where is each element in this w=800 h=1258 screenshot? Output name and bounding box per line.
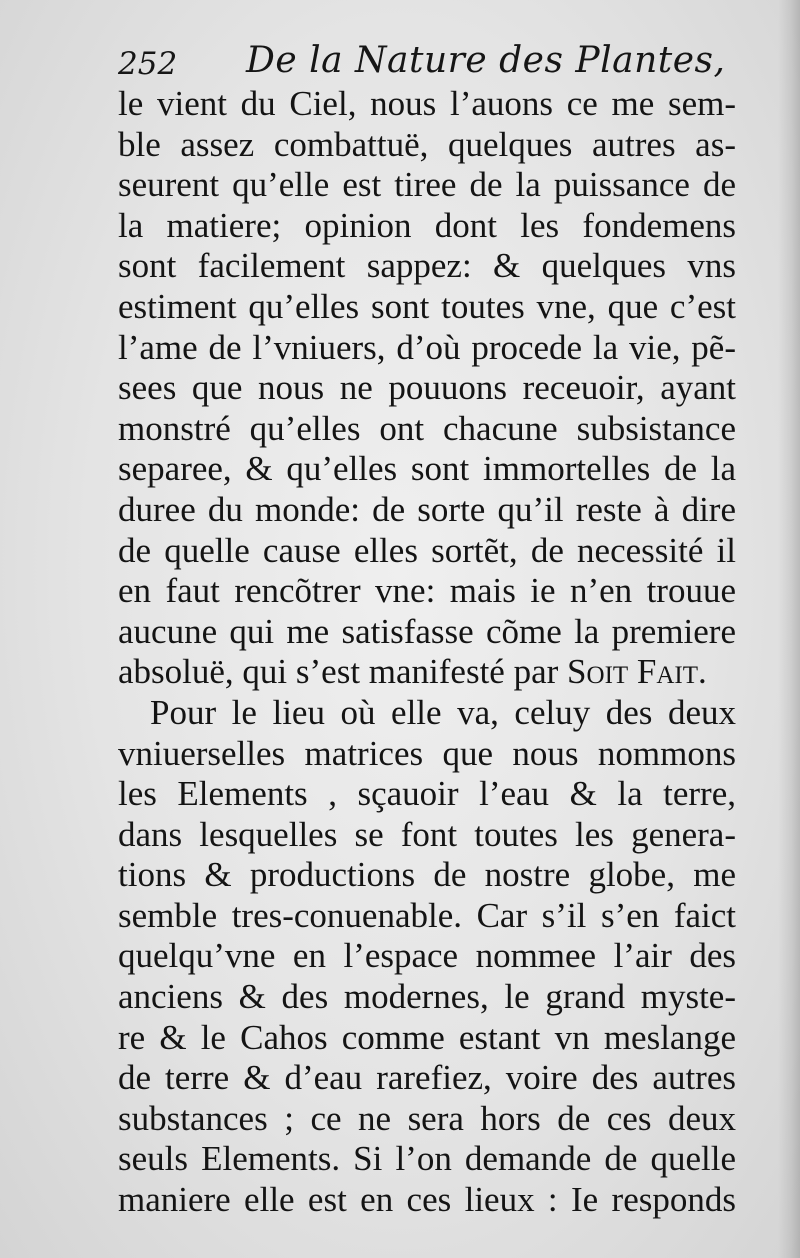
text-line: de quelle cause elles sortẽt, de necessité il <box>118 530 736 570</box>
text-line: les Elements , sçauoir l’eau & la terre, <box>118 774 736 814</box>
text-line: dans lesquelles se font toutes les genera- <box>118 814 736 854</box>
text-line: seuls Elements. Si l’on demande de quelle <box>118 1139 736 1179</box>
text-line: semble tres-conuenable. Car s’il s’en faict <box>118 895 736 935</box>
text-line: maniere elle est en ces lieux : Ie responds <box>118 1180 736 1220</box>
text-line: ble assez combattuë, quelques autres as- <box>118 124 736 164</box>
text-line: aucune qui me satisfasse cõme la premiere <box>118 611 736 651</box>
page-edge-shadow <box>778 0 800 1258</box>
text-line: sont facilement sappez: & quelques vns <box>118 246 736 286</box>
text-line: sees que nous ne pouuons receuoir, ayant <box>118 368 736 408</box>
page-header <box>118 38 726 88</box>
text-line: monstré qu’elles ont chacune subsistance <box>118 408 736 448</box>
running-title: De la Nature des Plantes, <box>246 40 726 81</box>
body-text <box>118 84 736 1221</box>
text-line: substances ; ce ne sera hors de ces deux <box>118 1098 736 1138</box>
text-line: estiment qu’elles sont toutes vne, que c’est <box>118 286 736 326</box>
text-line: seurent qu’elle est tiree de la puissance de <box>118 165 736 205</box>
text-line: le vient du Ciel, nous l’auons ce me sem- <box>118 84 736 123</box>
page-number: 252 <box>118 46 178 82</box>
text-line: quelqu’vne en l’espace nommee l’air des <box>118 936 736 976</box>
text-line: la matiere; opinion dont les fondemens <box>118 205 736 245</box>
text-line: anciens & des modernes, le grand myste- <box>118 977 736 1017</box>
text-line: l’ame de l’vniuers, d’où procede la vie, pẽ- <box>118 327 736 367</box>
text-line: separee, & qu’elles sont immortelles de la <box>118 449 736 489</box>
text-line: de terre & d’eau rarefiez, voire des autres <box>118 1058 736 1098</box>
text-line: tions & productions de nostre globe, me <box>118 855 736 895</box>
text-line: en faut rencõtrer vne: mais ie n’en trouue <box>118 571 736 611</box>
text-line-last <box>118 652 736 693</box>
text-line: re & le Cahos comme estant vn meslange <box>118 1017 736 1057</box>
text-line: duree du monde: de sorte qu’il reste à dire <box>118 489 736 529</box>
text-line: vniuerselles matrices que nous nommons <box>118 733 736 773</box>
text-fragment: absoluë, qui s’est manifesté par <box>118 652 559 692</box>
smallcaps-phrase: Soit Fait. <box>567 652 707 692</box>
text-line-first: Pour le lieu où elle va, celuy des deux <box>150 692 736 732</box>
